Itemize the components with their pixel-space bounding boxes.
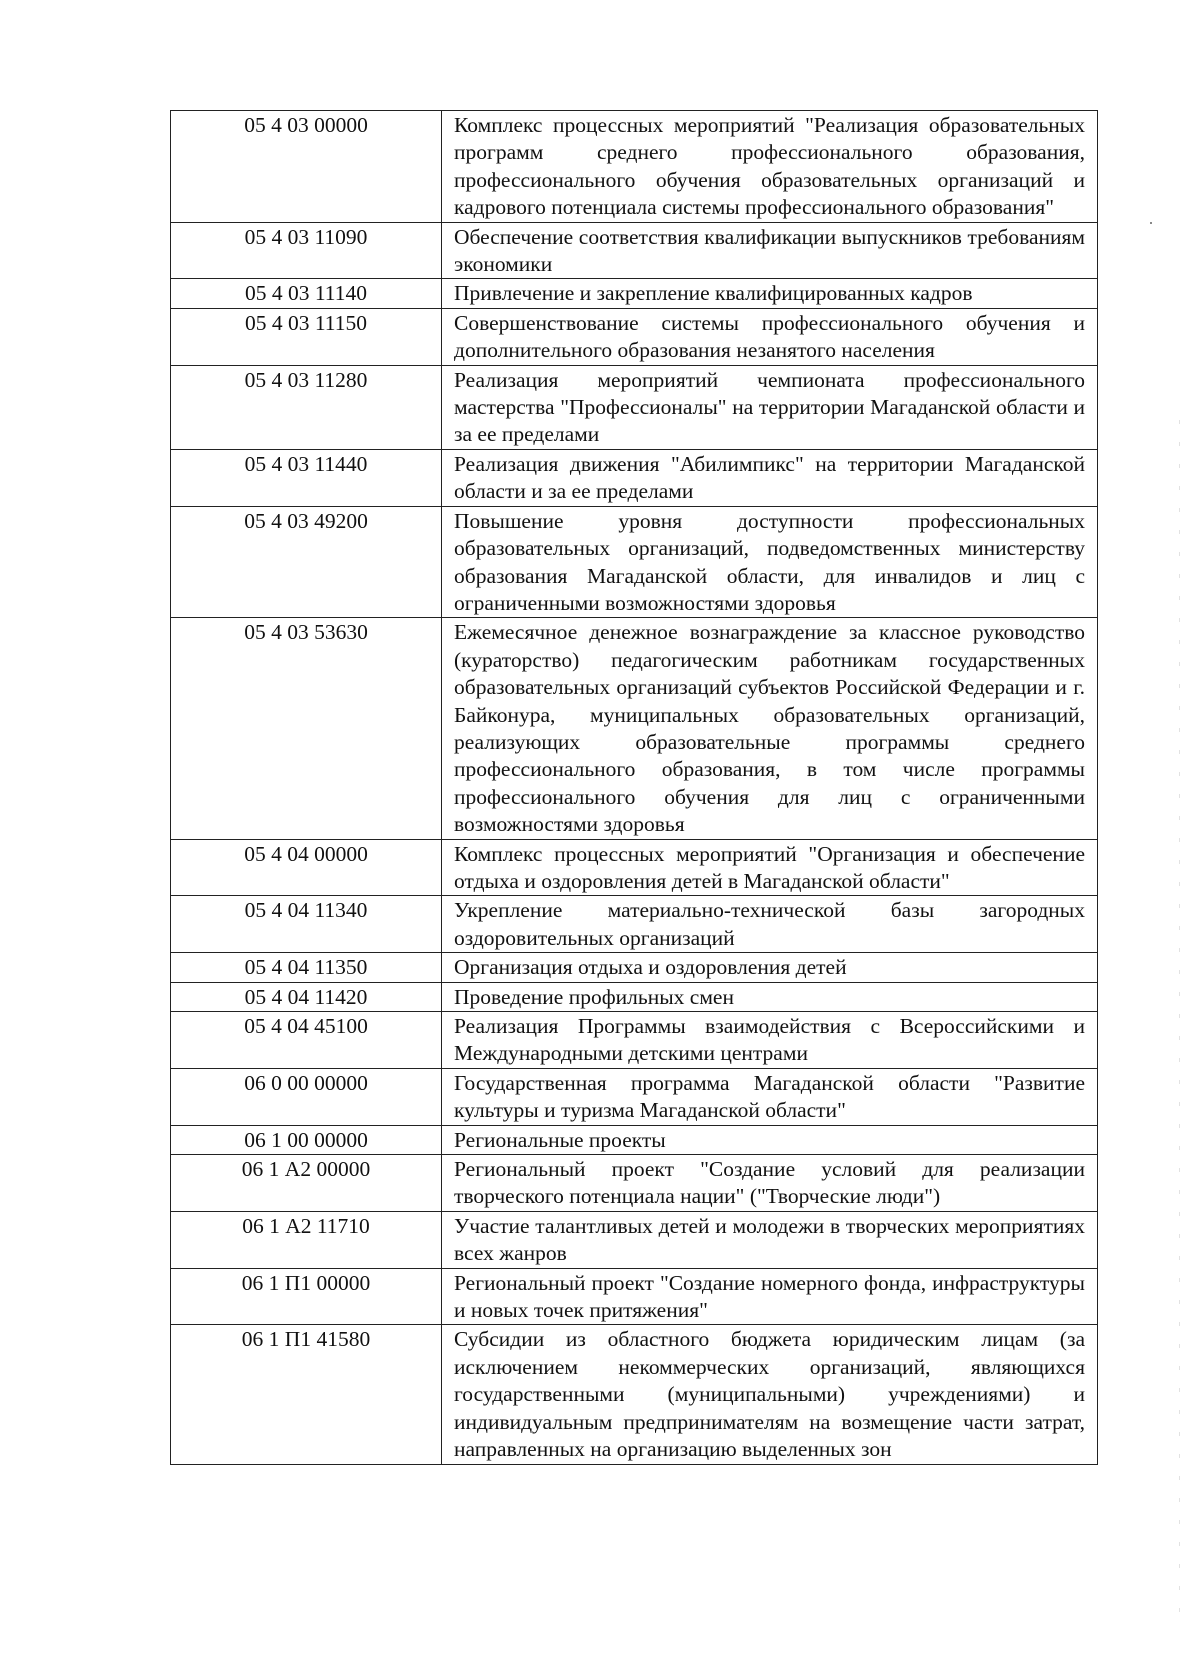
- table-row: [171, 1068, 1098, 1125]
- description-cell: Субсидии из областного бюджета юридическим лицам (за исключением некоммерческих организаций, являющихся государственными (муниципальными) учреждениями) и индивидуальным предпринимателям на возмещение части затрат, направленных на организацию выделенных зон: [442, 1325, 1098, 1464]
- scan-speck: [1150, 222, 1152, 224]
- description-cell: Привлечение и закрепление квалифицированных кадров: [442, 279, 1098, 308]
- code-cell: 05 4 03 11140: [171, 279, 442, 308]
- table-row: [171, 839, 1098, 896]
- description-cell: Реализация мероприятий чемпионата профессионального мастерства "Профессионалы" на территории Магаданской области и за ее пределами: [442, 365, 1098, 449]
- description-cell: Организация отдыха и оздоровления детей: [442, 953, 1098, 982]
- description-cell: Участие талантливых детей и молодежи в творческих мероприятиях всех жанров: [442, 1211, 1098, 1268]
- scan-artifact: [1179, 420, 1180, 1620]
- description-cell: Укрепление материально-технической базы загородных оздоровительных организаций: [442, 896, 1098, 953]
- table-row: [171, 279, 1098, 308]
- description-cell: Региональные проекты: [442, 1125, 1098, 1154]
- code-cell: 06 1 П1 00000: [171, 1268, 442, 1325]
- code-cell: 06 1 00 00000: [171, 1125, 442, 1154]
- table-row: [171, 1155, 1098, 1212]
- table-row: [171, 506, 1098, 618]
- code-cell: 06 1 А2 00000: [171, 1155, 442, 1212]
- table-row: [171, 365, 1098, 449]
- table-row: [171, 982, 1098, 1011]
- code-cell: 05 4 03 00000: [171, 111, 442, 223]
- code-cell: 05 4 03 11280: [171, 365, 442, 449]
- table-row: [171, 1325, 1098, 1464]
- code-cell: 05 4 04 11340: [171, 896, 442, 953]
- description-cell: Совершенствование системы профессионального обучения и дополнительного образования незанятого населения: [442, 308, 1098, 365]
- description-cell: Региональный проект "Создание номерного фонда, инфраструктуры и новых точек притяжения": [442, 1268, 1098, 1325]
- description-cell: Обеспечение соответствия квалификации выпускников требованиям экономики: [442, 222, 1098, 279]
- code-cell: 06 1 П1 41580: [171, 1325, 442, 1464]
- table-row: [171, 449, 1098, 506]
- code-cell: 05 4 04 45100: [171, 1012, 442, 1069]
- description-cell: Комплекс процессных мероприятий "Организация и обеспечение отдыха и оздоровления детей в Магаданской области": [442, 839, 1098, 896]
- table-row: [171, 1012, 1098, 1069]
- code-cell: 05 4 04 11350: [171, 953, 442, 982]
- table-row: [171, 1268, 1098, 1325]
- description-cell: Государственная программа Магаданской области "Развитие культуры и туризма Магаданской области": [442, 1068, 1098, 1125]
- table-row: [171, 1211, 1098, 1268]
- code-cell: 05 4 04 00000: [171, 839, 442, 896]
- table-row: [171, 953, 1098, 982]
- table-row: [171, 222, 1098, 279]
- code-cell: 05 4 04 11420: [171, 982, 442, 1011]
- description-cell: Ежемесячное денежное вознаграждение за классное руководство (кураторство) педагогическим работникам государственных образовательных организаций субъектов Российской Федерации и г. Байконура, муниципальных образовательных организаций, реализующих образовательные программы среднего профессионального образования, в том числе программы профессионального обучения для лиц с ограниченными возможностями здоровья: [442, 618, 1098, 839]
- table-row: [171, 1125, 1098, 1154]
- code-cell: 05 4 03 11150: [171, 308, 442, 365]
- code-cell: 05 4 03 49200: [171, 506, 442, 618]
- table-row: [171, 308, 1098, 365]
- description-cell: Реализация движения "Абилимпикс" на территории Магаданской области и за ее пределами: [442, 449, 1098, 506]
- code-cell: 05 4 03 11440: [171, 449, 442, 506]
- budget-classification-table: [170, 110, 1098, 1465]
- code-cell: 05 4 03 11090: [171, 222, 442, 279]
- description-cell: Региональный проект "Создание условий для реализации творческого потенциала нации" ("Творческие люди"): [442, 1155, 1098, 1212]
- table-row: [171, 896, 1098, 953]
- description-cell: Комплекс процессных мероприятий "Реализация образовательных программ среднего профессионального образования, профессионального обучения образовательных организаций и кадрового потенциала системы профессионального образования": [442, 111, 1098, 223]
- code-cell: 06 1 А2 11710: [171, 1211, 442, 1268]
- description-cell: Реализация Программы взаимодействия с Всероссийскими и Международными детскими центрами: [442, 1012, 1098, 1069]
- code-cell: 05 4 03 53630: [171, 618, 442, 839]
- description-cell: Повышение уровня доступности профессиональных образовательных организаций, подведомственных министерству образования Магаданской области, для инвалидов и лиц с ограниченными возможностями здоровья: [442, 506, 1098, 618]
- table-row: [171, 618, 1098, 839]
- code-cell: 06 0 00 00000: [171, 1068, 442, 1125]
- description-cell: Проведение профильных смен: [442, 982, 1098, 1011]
- table-row: [171, 111, 1098, 223]
